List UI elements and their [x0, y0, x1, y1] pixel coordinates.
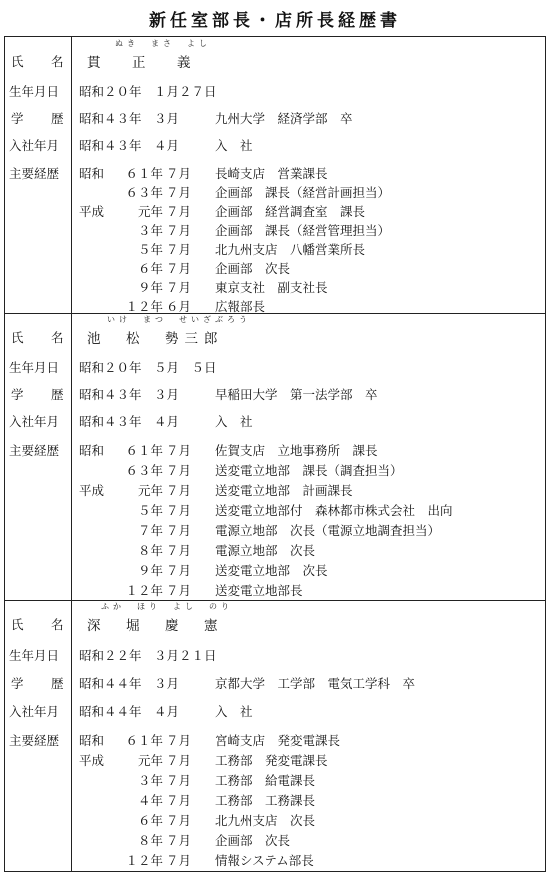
career-year: ６３年 — [125, 185, 163, 200]
joined-label: 入社年月 — [9, 138, 60, 153]
birth-date: 昭和２０年 ５月 ５日 — [79, 360, 217, 375]
career-year: １２年 — [125, 583, 163, 598]
career-desc: 広報部長 — [215, 299, 266, 314]
career-desc: 企画部 課長（経営計画担当） — [215, 185, 391, 200]
career-desc: 送変電立地部 課長（調査担当） — [215, 463, 403, 478]
career-desc: 企画部 次長 — [215, 833, 291, 848]
section-divider-2 — [5, 600, 545, 601]
career-month: ７月 — [165, 223, 191, 238]
career-year: １２年 — [125, 299, 163, 314]
career-year: ８年 — [137, 833, 163, 848]
career-year: 元年 — [137, 483, 163, 498]
career-desc: 情報システム部長 — [215, 853, 314, 868]
education-desc: 九州大学 経済学部 卒 — [215, 111, 353, 126]
career-desc: 電源立地部 次長（電源立地調査担当） — [215, 523, 441, 538]
career-year: ６１年 — [125, 166, 163, 181]
career-month: ７月 — [165, 204, 191, 219]
career-month: ７月 — [165, 543, 191, 558]
career-desc: 工務部 工務課長 — [215, 793, 316, 808]
career-month: ７月 — [165, 793, 191, 808]
name-reading: ふか ほり よし のり — [101, 602, 233, 611]
career-era: 平成 — [79, 483, 105, 498]
career-desc: 佐賀支店 立地事務所 課長 — [215, 443, 378, 458]
career-era: 平成 — [79, 204, 105, 219]
person-name: 池 松 勢三郎 — [87, 331, 224, 347]
label-column-divider — [71, 37, 72, 871]
career-month: ７月 — [165, 833, 191, 848]
document-title: 新任室部長・店所長経歴書 — [149, 11, 401, 31]
career-month: ７月 — [165, 753, 191, 768]
career-year: ９年 — [137, 563, 163, 578]
joined-date: 昭和４４年 ４月 — [79, 704, 180, 719]
career-month: ７月 — [165, 523, 191, 538]
career-desc: 東京支社 副支社長 — [215, 280, 328, 295]
section-divider-1 — [5, 313, 545, 314]
career-year: １２年 — [125, 853, 163, 868]
career-desc: 送変電立地部長 — [215, 583, 303, 598]
career-desc: 工務部 給電課長 — [215, 773, 316, 788]
joined-label: 入社年月 — [9, 704, 60, 719]
career-year: ３年 — [137, 223, 163, 238]
career-month: ７月 — [165, 443, 191, 458]
career-month: ７月 — [165, 280, 191, 295]
education-date: 昭和４３年 ３月 — [79, 111, 180, 126]
joined-desc: 入 社 — [215, 138, 253, 153]
career-month: ７月 — [165, 773, 191, 788]
career-era: 昭和 — [79, 166, 105, 181]
career-year: 元年 — [137, 204, 163, 219]
career-month: ７月 — [165, 483, 191, 498]
career-month: ７月 — [165, 185, 191, 200]
career-year: ７年 — [137, 523, 163, 538]
name-reading: ぬき まさ よし — [115, 39, 211, 48]
name-reading: いけ まつ せいざぶろう — [107, 315, 251, 324]
birth-label: 生年月日 — [9, 84, 60, 99]
career-year: 元年 — [137, 753, 163, 768]
career-month: ７月 — [165, 463, 191, 478]
career-desc: 企画部 経営調査室 課長 — [215, 204, 366, 219]
career-year: ５年 — [137, 242, 163, 257]
career-year: ６年 — [137, 813, 163, 828]
career-year: ６３年 — [125, 463, 163, 478]
birth-label: 生年月日 — [9, 648, 60, 663]
career-label: 主要経歴 — [9, 443, 60, 458]
career-year: ９年 — [137, 280, 163, 295]
career-desc: 北九州支店 次長 — [215, 813, 316, 828]
birth-date: 昭和２０年 １月２７日 — [79, 84, 217, 99]
career-year: ８年 — [137, 543, 163, 558]
career-month: ７月 — [165, 583, 191, 598]
career-desc: 長崎支店 営業課長 — [215, 166, 328, 181]
career-desc: 送変電立地部 計画課長 — [215, 483, 353, 498]
career-desc: 企画部 課長（経営管理担当） — [215, 223, 391, 238]
career-month: ７月 — [165, 261, 191, 276]
person-name: 深 堀 慶 憲 — [87, 618, 224, 634]
career-year: ６１年 — [125, 733, 163, 748]
career-label: 主要経歴 — [9, 166, 60, 181]
career-era: 昭和 — [79, 733, 105, 748]
education-desc: 京都大学 工学部 電気工学科 卒 — [215, 676, 416, 691]
career-month: ７月 — [165, 563, 191, 578]
joined-date: 昭和４３年 ４月 — [79, 414, 180, 429]
career-desc: 企画部 次長 — [215, 261, 291, 276]
career-label: 主要経歴 — [9, 733, 60, 748]
career-month: ７月 — [165, 733, 191, 748]
career-desc: 送変電立地部付 森林都市株式会社 出向 — [215, 503, 453, 518]
person-name: 貫 正 義 — [87, 55, 200, 71]
career-year: ６年 — [137, 261, 163, 276]
career-month: ７月 — [165, 813, 191, 828]
education-date: 昭和４３年 ３月 — [79, 387, 180, 402]
career-sheet: ぬき まさ よし 氏 名 貫 正 義 生年月日 昭和２０年 １月２７日 学 歴 昭和４３年 ３月 九州大学 経済学部 卒 入社年月 昭和４３年 ４月 入 社 主要経歴 昭和 ６１年 ７月 長崎支店 営業課長 ６３年 ７月 企画部 課長（経営計画担当） 平成 元年 ７月 企画部 経営調査室 課長 ３年 ７月 企画部 課長（経営管理担当） ５年 ７月 北九州支店 八幡営業所長 ６年 ７月 企画部 次長 ９年 ７月 東京支社 副支社長 １２年 ６月 広報部長 いけ まつ せいざぶろう 氏 名 池 松 勢三郎 生年月日 昭和２０年 ５月 ５日 学 歴 昭和４３年 ３月 早稲田大学 第一法学部 卒 入社年月 昭和４３年 ４月 入 社 主要経歴 昭和 ６１年 ７月 佐賀支店 立地事務所 課長 ６３年 ７月 送変電立地部 課長（調査担当） 平成 元年 ７月 送変電立地部 計画課長 ５年 ７月 送変電立地部付 森林都市株式会社 出向 ７年 ７月 電源立地部 次長（電源立地調査担当） ８年 ７月 電源立地部 次長 ９年 ７月 送変電立地部 次長 １２年 ７月 送変電立地部長 ふか ほり よし のり 氏 名 深 堀 慶 憲 生年月日 昭和２２年 ３月２１日 学 歴 昭和４４年 ３月 京都大学 工学部 電気工学科 卒 入社年月 昭和４４年 ４月 入 社 主要経歴 昭和 ６１年 ７月 宮崎支店 発変電課長 平成 元年 ７月 工務部 発変電課長 ３年 ７月 工務部 給電課長 ４年 ７月 工務部 工務課長 ６年 ７月 北九州支店 次長 ８年 ７月 企画部 次長 １２年 ７月 情報システム部長 — [4, 36, 546, 872]
birth-date: 昭和２２年 ３月２１日 — [79, 648, 217, 663]
education-date: 昭和４４年 ３月 — [79, 676, 180, 691]
career-month: ７月 — [165, 242, 191, 257]
career-year: ４年 — [137, 793, 163, 808]
career-desc: 電源立地部 次長 — [215, 543, 316, 558]
career-era: 平成 — [79, 753, 105, 768]
career-month: ７月 — [165, 166, 191, 181]
career-month: ７月 — [165, 853, 191, 868]
birth-label: 生年月日 — [9, 360, 60, 375]
career-month: ６月 — [165, 299, 191, 314]
career-year: ５年 — [137, 503, 163, 518]
career-desc: 北九州支店 八幡営業所長 — [215, 242, 366, 257]
career-desc: 送変電立地部 次長 — [215, 563, 328, 578]
career-year: ３年 — [137, 773, 163, 788]
career-desc: 宮崎支店 発変電課長 — [215, 733, 341, 748]
education-desc: 早稲田大学 第一法学部 卒 — [215, 387, 378, 402]
career-era: 昭和 — [79, 443, 105, 458]
joined-desc: 入 社 — [215, 414, 253, 429]
career-desc: 工務部 発変電課長 — [215, 753, 328, 768]
career-year: ６１年 — [125, 443, 163, 458]
joined-desc: 入 社 — [215, 704, 253, 719]
career-month: ７月 — [165, 503, 191, 518]
joined-label: 入社年月 — [9, 414, 60, 429]
joined-date: 昭和４３年 ４月 — [79, 138, 180, 153]
